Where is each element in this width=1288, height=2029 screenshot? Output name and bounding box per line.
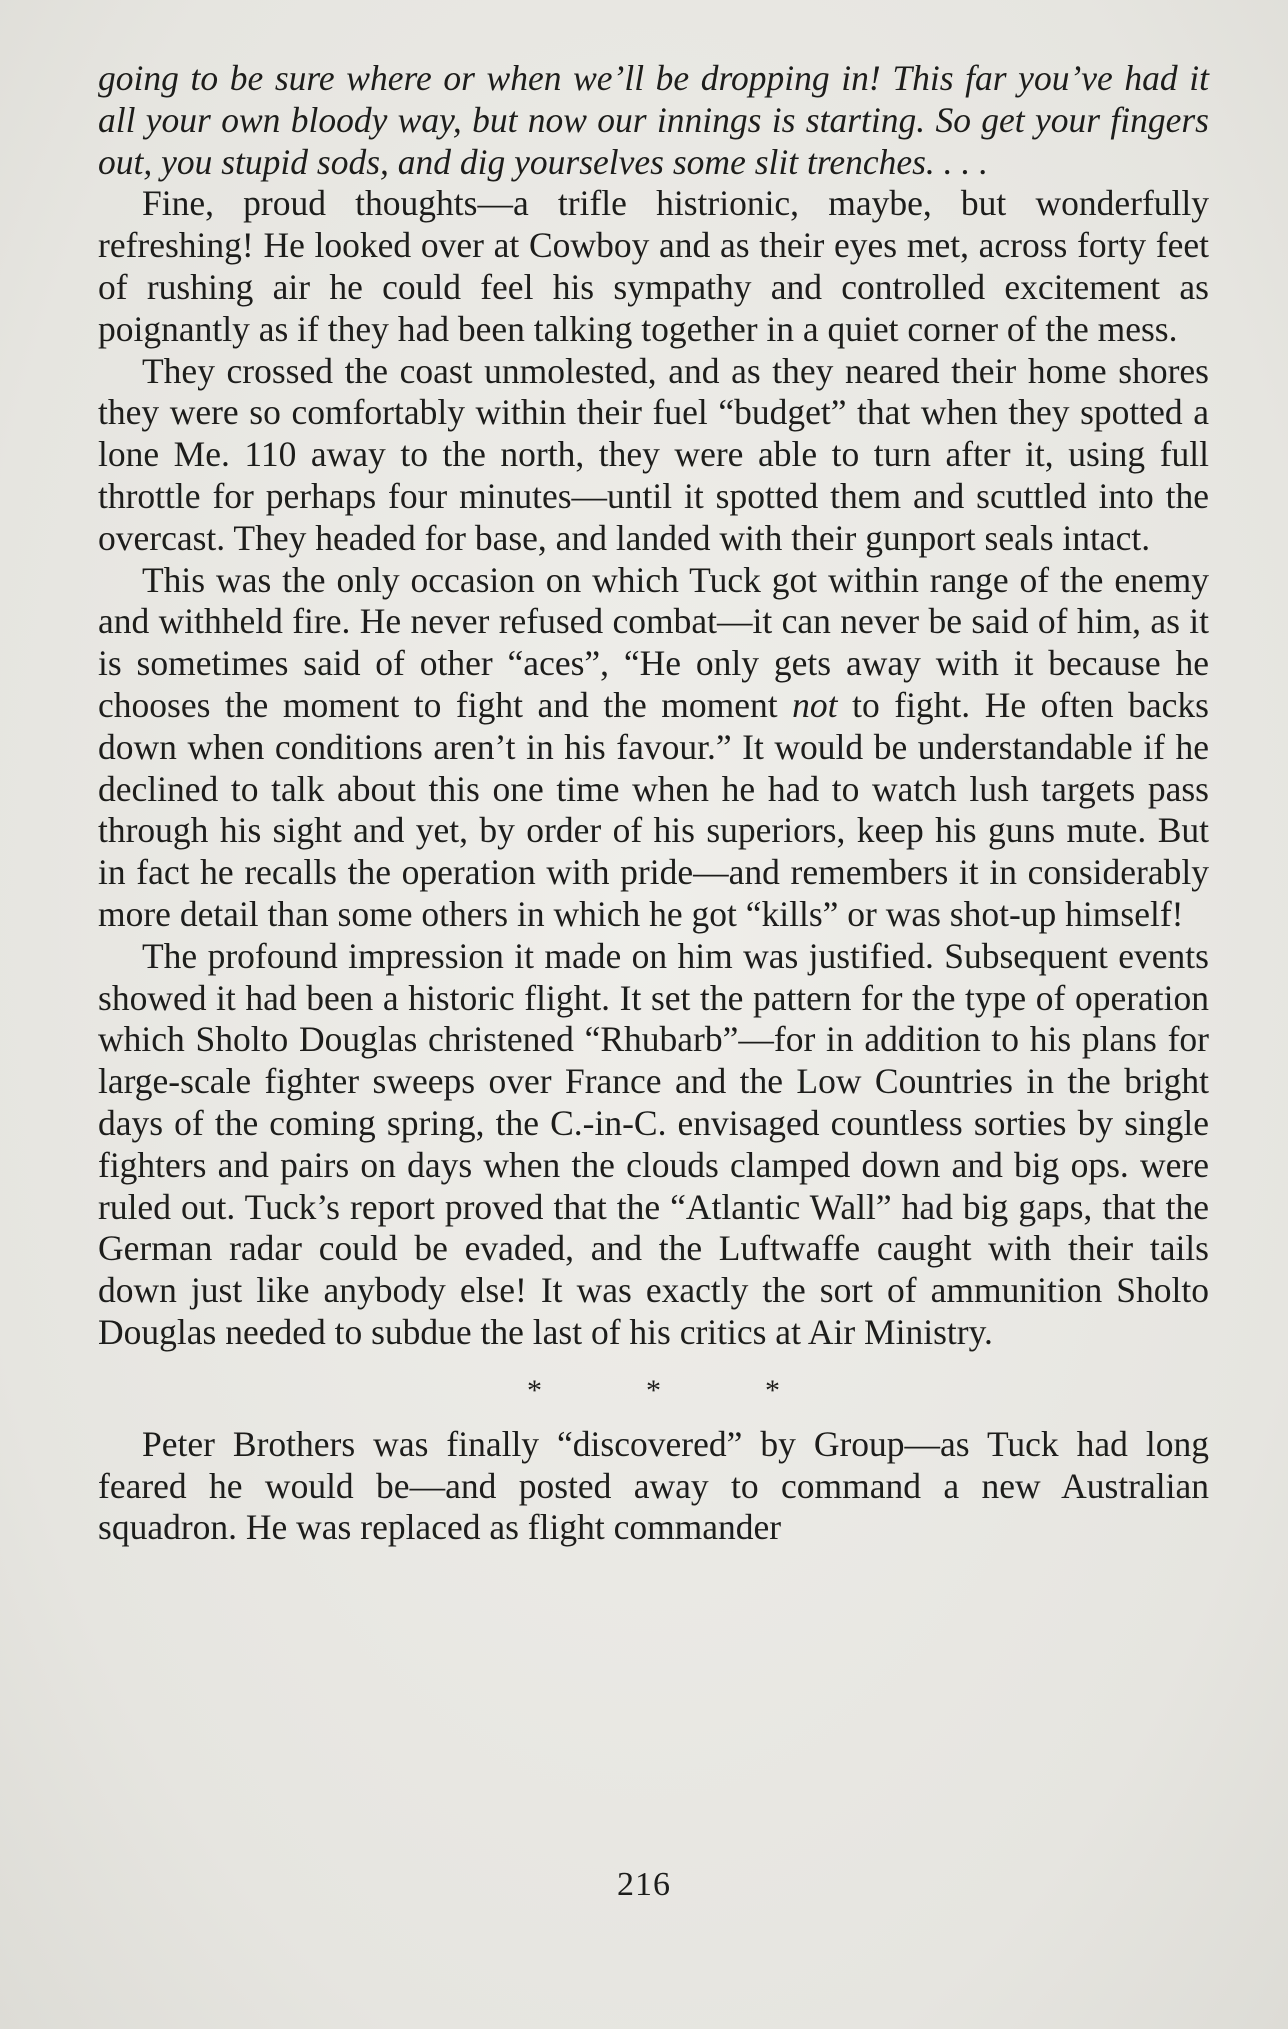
emphasized-word: not [792,684,838,725]
asterisk-glyph: * [646,1373,661,1407]
paragraph [98,560,1209,936]
page-number: 216 [617,1866,671,1903]
paragraph: Peter Brothers was finally “discovered” by Group—as Tuck had long feared he would be—and posted away to command a new Australian squadron. He was replaced as flight commander [98,1423,1209,1548]
section-break [98,1372,1209,1410]
asterisk-glyph: * [765,1373,780,1407]
paragraph-text: to fight. He often backs down when conditions aren’t in his favour.” It would be understandable if he declined to talk about this one time when he had to watch lush targets pass through his sight and yet, by order of his superiors, keep his guns mute. But in fact he recalls the operation with pride—and remembers it in considerably more detail than some others in which he got “kills” or was shot-up himself! [98,684,1209,934]
asterisk-glyph: * [527,1373,542,1407]
paragraph: They crossed the coast unmolested, and as they neared their home shores they were so comfortably within their fuel “budget” that when they spotted a lone Me. 110 away to the north, they were able to turn after it, using full throttle for perhaps four minutes—until it spotted them and scuttled into the overcast. They headed for base, and landed with their gunport seals intact. [98,350,1209,558]
body-text [98,58,1209,1549]
paragraph: The profound impression it made on him was justified. Subsequent events showed it had been a historic flight. It set the pattern for the type of operation which Sholto Douglas christened “Rhubarb”—for in addition to his plans for large-scale fighter sweeps over France and the Low Countries in the bright days of the coming spring, the C.-in-C. envisaged countless sorties by single fighters and pairs on days when the clouds clamped down and big ops. were ruled out. Tuck’s report proved that the “Atlantic Wall” had big gaps, that the German radar could be evaded, and the Luftwaffe caught with their tails down just like anybody else! It was exactly the sort of ammunition Sholto Douglas needed to subdue the last of his critics at Air Ministry. [98,935,1209,1352]
paragraph-text: This was the only occasion on which Tuck got within range of the enemy and withheld fire. He never refused combat—it can never be said of him, as it is sometimes said of other “aces”, “He only gets away with it because he chooses the moment to fight and the moment [98,559,1209,725]
paragraph-italic-continuation: going to be sure where or when we’ll be dropping in! This far you’ve had it all your own bloody way, but now our innings is starting. So get your fingers out, you stupid sods, and dig yourselves some slit trenches. . . . [98,58,1209,182]
paragraph: Fine, proud thoughts—a trifle histrionic, maybe, but wonderfully refreshing! He looked over at Cowboy and as their eyes met, across forty feet of rushing air he could feel his sympathy and controlled excitement as poignantly as if they had been talking together in a quiet corner of the mess. [98,183,1209,349]
